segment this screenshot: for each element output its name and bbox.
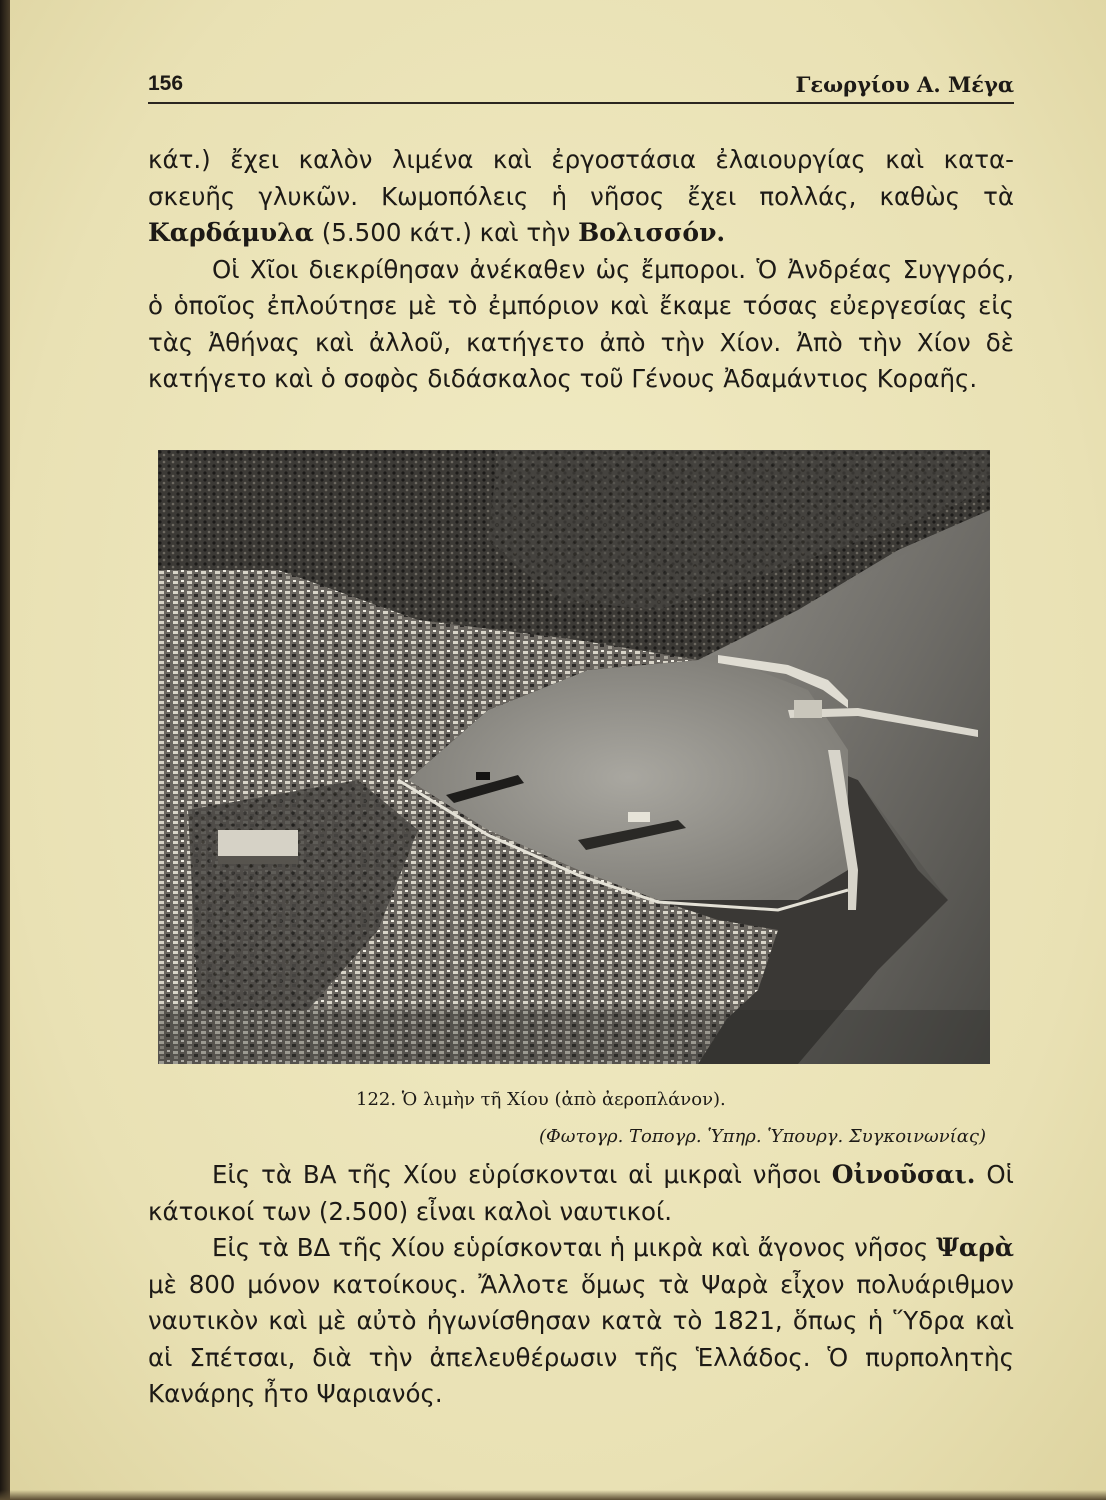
text-block-top <box>148 142 1014 398</box>
paragraph-psara <box>148 1230 1014 1413</box>
figure-caption: 122. Ὁ λιμὴν τῆ Χίου (ἀπὸ ἀεροπλάνον). <box>356 1089 726 1110</box>
page-bottom-edge <box>0 1490 1106 1500</box>
running-title: Γεωργίου Α. Μέγα <box>795 72 1014 97</box>
text-block-bottom <box>148 1157 1014 1413</box>
paragraph-line: σκευῆς γλυκῶν. Κωμοπόλεις ἡ νῆσος ἔχει πολλάς, καθὼς τὰ <box>148 181 1014 211</box>
harbor-photograph <box>158 450 990 1064</box>
paragraph-text: Οἱ κάτοικοί των (2.500) εἶναι καλοὶ ναυτικοί. <box>148 1160 1014 1226</box>
place-name-psara: Ψαρὰ <box>936 1233 1014 1262</box>
paragraph-text: Εἰς τὰ ΒΑ τῆς Χίου εὑρίσκονται αἱ μικραὶ νῆσοι <box>212 1160 832 1189</box>
place-name-kardamyla: Καρδάμυλα <box>148 218 314 247</box>
paragraph-chios-economy <box>148 142 1014 252</box>
page-header <box>148 64 1014 104</box>
paragraph-text: (5.500 κάτ.) καὶ τὴν <box>313 218 579 247</box>
place-name-oinousses: Οἰνοῦσαι. <box>831 1160 976 1189</box>
paragraph-oinousses <box>148 1157 1014 1230</box>
place-name-volissos: Βολισσόν. <box>578 218 726 247</box>
paragraph-text: μὲ 800 μόνον κατοίκους. Ἄλλοτε ὅμως τὰ Ψαρὰ εἶχον πολυάριθμον ναυτικὸν καὶ μὲ αὐτὸ ἠγωνίσθησαν κατὰ τὸ 1821, ὅπως ἡ Ὕδρα καὶ αἱ Σπέτσαι, διὰ τὴν ἀπελευθέρωσιν τῆς Ἑλλάδος. Ὁ πυρπολητὴς Κανάρης ἦτο Ψαριανός. <box>148 1269 1014 1408</box>
page-binding-edge <box>0 0 10 1500</box>
paragraph-line: κάτ.) ἔχει καλὸν λιμένα καὶ ἐργοστάσια ἐλαιουργίας καὶ κατα- <box>148 145 1014 174</box>
paragraph-chian-merchants: Οἱ Χῖοι διεκρίθησαν ἀνέκαθεν ὡς ἔμποροι. Ὁ Ἀνδρέας Συγγρός, ὁ ὁποῖος ἐπλούτησε μὲ τὸ ἐμπόριον καὶ ἔκαμε τόσας εὐεργεσίας εἰς τὰς Ἀθήνας καὶ ἀλλοῦ, κατήγετο ἀπὸ τὴν Χίον. Ἀπὸ τὴν Χίον δὲ κατήγετο καὶ ὁ σοφὸς διδάσκαλος τοῦ Γένους Ἀδαμάντιος Κοραῆς. <box>148 254 1014 393</box>
header-rule <box>148 102 1014 104</box>
page-number: 156 <box>148 72 184 95</box>
paragraph-text: Εἰς τὰ ΒΔ τῆς Χίου εὑρίσκονται ἡ μικρὰ καὶ ἄγονος νῆσος <box>212 1233 937 1262</box>
figure-credit: (Φωτογρ. Τοπογρ. Ὑπηρ. Ὑπουργ. Συγκοινωνίας) <box>539 1126 986 1147</box>
